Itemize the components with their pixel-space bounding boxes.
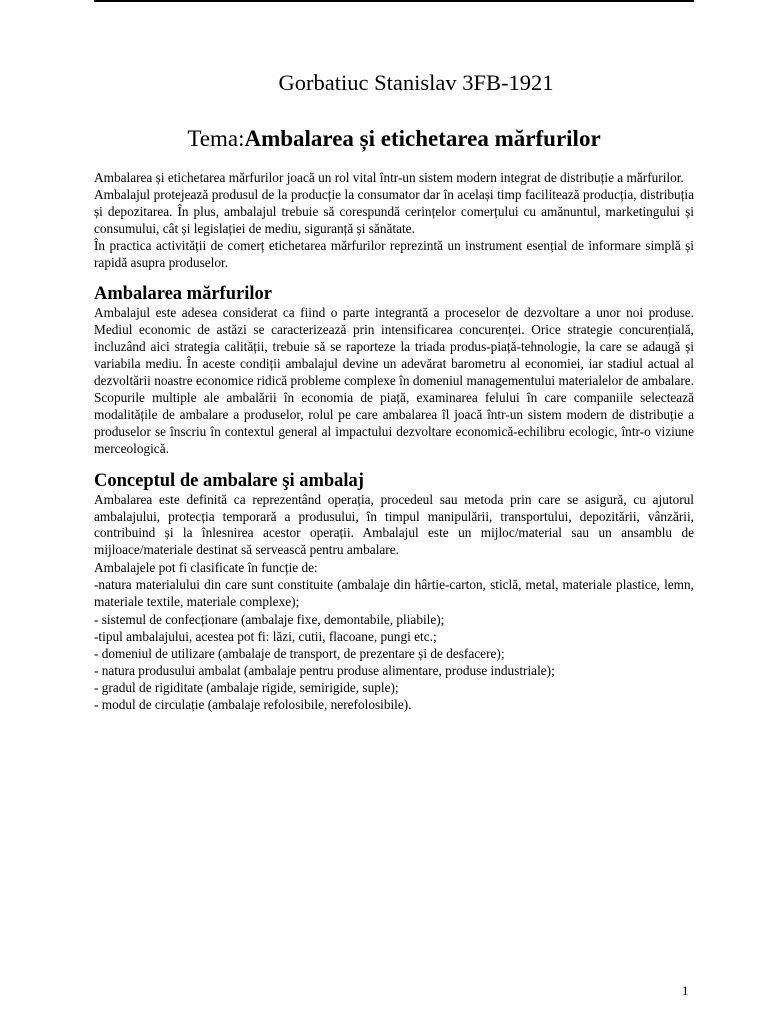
intro-paragraph-3: În practica activității de comerț etichetarea mărfurilor reprezintă un instrument esențial de informare simplă și rapidă asupra produselor.: [94, 237, 694, 270]
document-body: [94, 170, 694, 713]
title-main: Ambalarea și etichetarea mărfurilor: [244, 126, 601, 151]
section-body-ambalarea: Ambalajul este adesea considerat ca fiind o parte integrantă a proceselor de dezvoltare a unor noi produse. Mediul economic de astăzi se caracterizează prin intensificarea concurenței. Orice strategie concurențială, incluzând aici strategia calității, trebuie să se raporteze la triada produs-piață-tehnologie, la care se adaugă și variabila mediu. În aceste condiții ambalajul devine un adevărat barometru al economiei, iar stadiul actual al dezvoltării noastre economice ridică probleme complexe în domeniul managementului materialelor de ambalare. Scopurile multiple ale ambalării în economia de piață, examinarea felului în care companiile selectează modalitățile de ambalare a produselor, rolul pe care ambalarea îl joacă într-un sistem modern de distribuție a produselor se înscriu în contextul general al impactului dezvoltare economică-echilibru ecologic, într-o viziune merceologică.: [94, 305, 694, 456]
classification-item: - domeniul de utilizare (ambalaje de transport, de prezentare și de desfacere);: [94, 645, 505, 661]
author-line: Gorbatiuc Stanislav 3FB-1921: [278, 70, 554, 95]
section-heading-conceptul: Conceptul de ambalare şi ambalaj: [94, 470, 364, 491]
classification-intro: Ambalajele pot fi clasificate în funcție de:: [94, 560, 318, 576]
document-title: [0, 126, 768, 152]
section-body-conceptul: Ambalarea este definită ca reprezentând operația, procedeul sau metoda prin care se asigură, cu ajutorul ambalajului, protecția temporară a produsului, în timpul manipulării, transportului, depozitării, vânzării, contribuind și la înlesnirea acestor operații. Ambalajul este un mijloc/material sau un ansamblu de mijloace/materiale destinat să servească pentru ambalare.: [94, 491, 694, 558]
top-rule: [94, 0, 694, 2]
classification-item: - sistemul de confecționare (ambalaje fixe, demontabile, pliabile);: [94, 611, 445, 627]
intro-paragraph-2: Ambalajul protejează produsul de la producție la consumator dar în același timp facilitează producția, distribuția și depozitarea. În plus, ambalajul trebuie să corespundă cerințelor comerțului cu amănuntul, marketingului și consumului, cât și legislației de mediu, siguranță și sănătate.: [94, 186, 694, 236]
intro-paragraph-1: Ambalarea și etichetarea mărfurilor joacă un rol vital într-un sistem modern integrat de distribuție a mărfurilor.: [94, 170, 684, 185]
classification-item: - modul de circulație (ambalaje refolosibile, nerefolosibile).: [94, 696, 412, 712]
classification-item: -tipul ambalajului, acestea pot fi: lăzi, cutii, flacoane, pungi etc.;: [94, 628, 437, 644]
classification-item: - natura produsului ambalat (ambalaje pentru produse alimentare, produse industriale);: [94, 662, 555, 678]
classification-item: -natura materialului din care sunt constituite (ambalaje din hârtie-carton, sticlă, metal, materiale plastice, lemn, materiale textile, materiale complexe);: [94, 577, 694, 610]
page-number: 1: [682, 983, 689, 998]
section-heading-ambalarea: Ambalarea mărfurilor: [94, 284, 272, 305]
classification-item: - gradul de rigiditate (ambalaje rigide, semirigide, suple);: [94, 679, 399, 695]
title-prefix: Tema:: [187, 126, 245, 151]
